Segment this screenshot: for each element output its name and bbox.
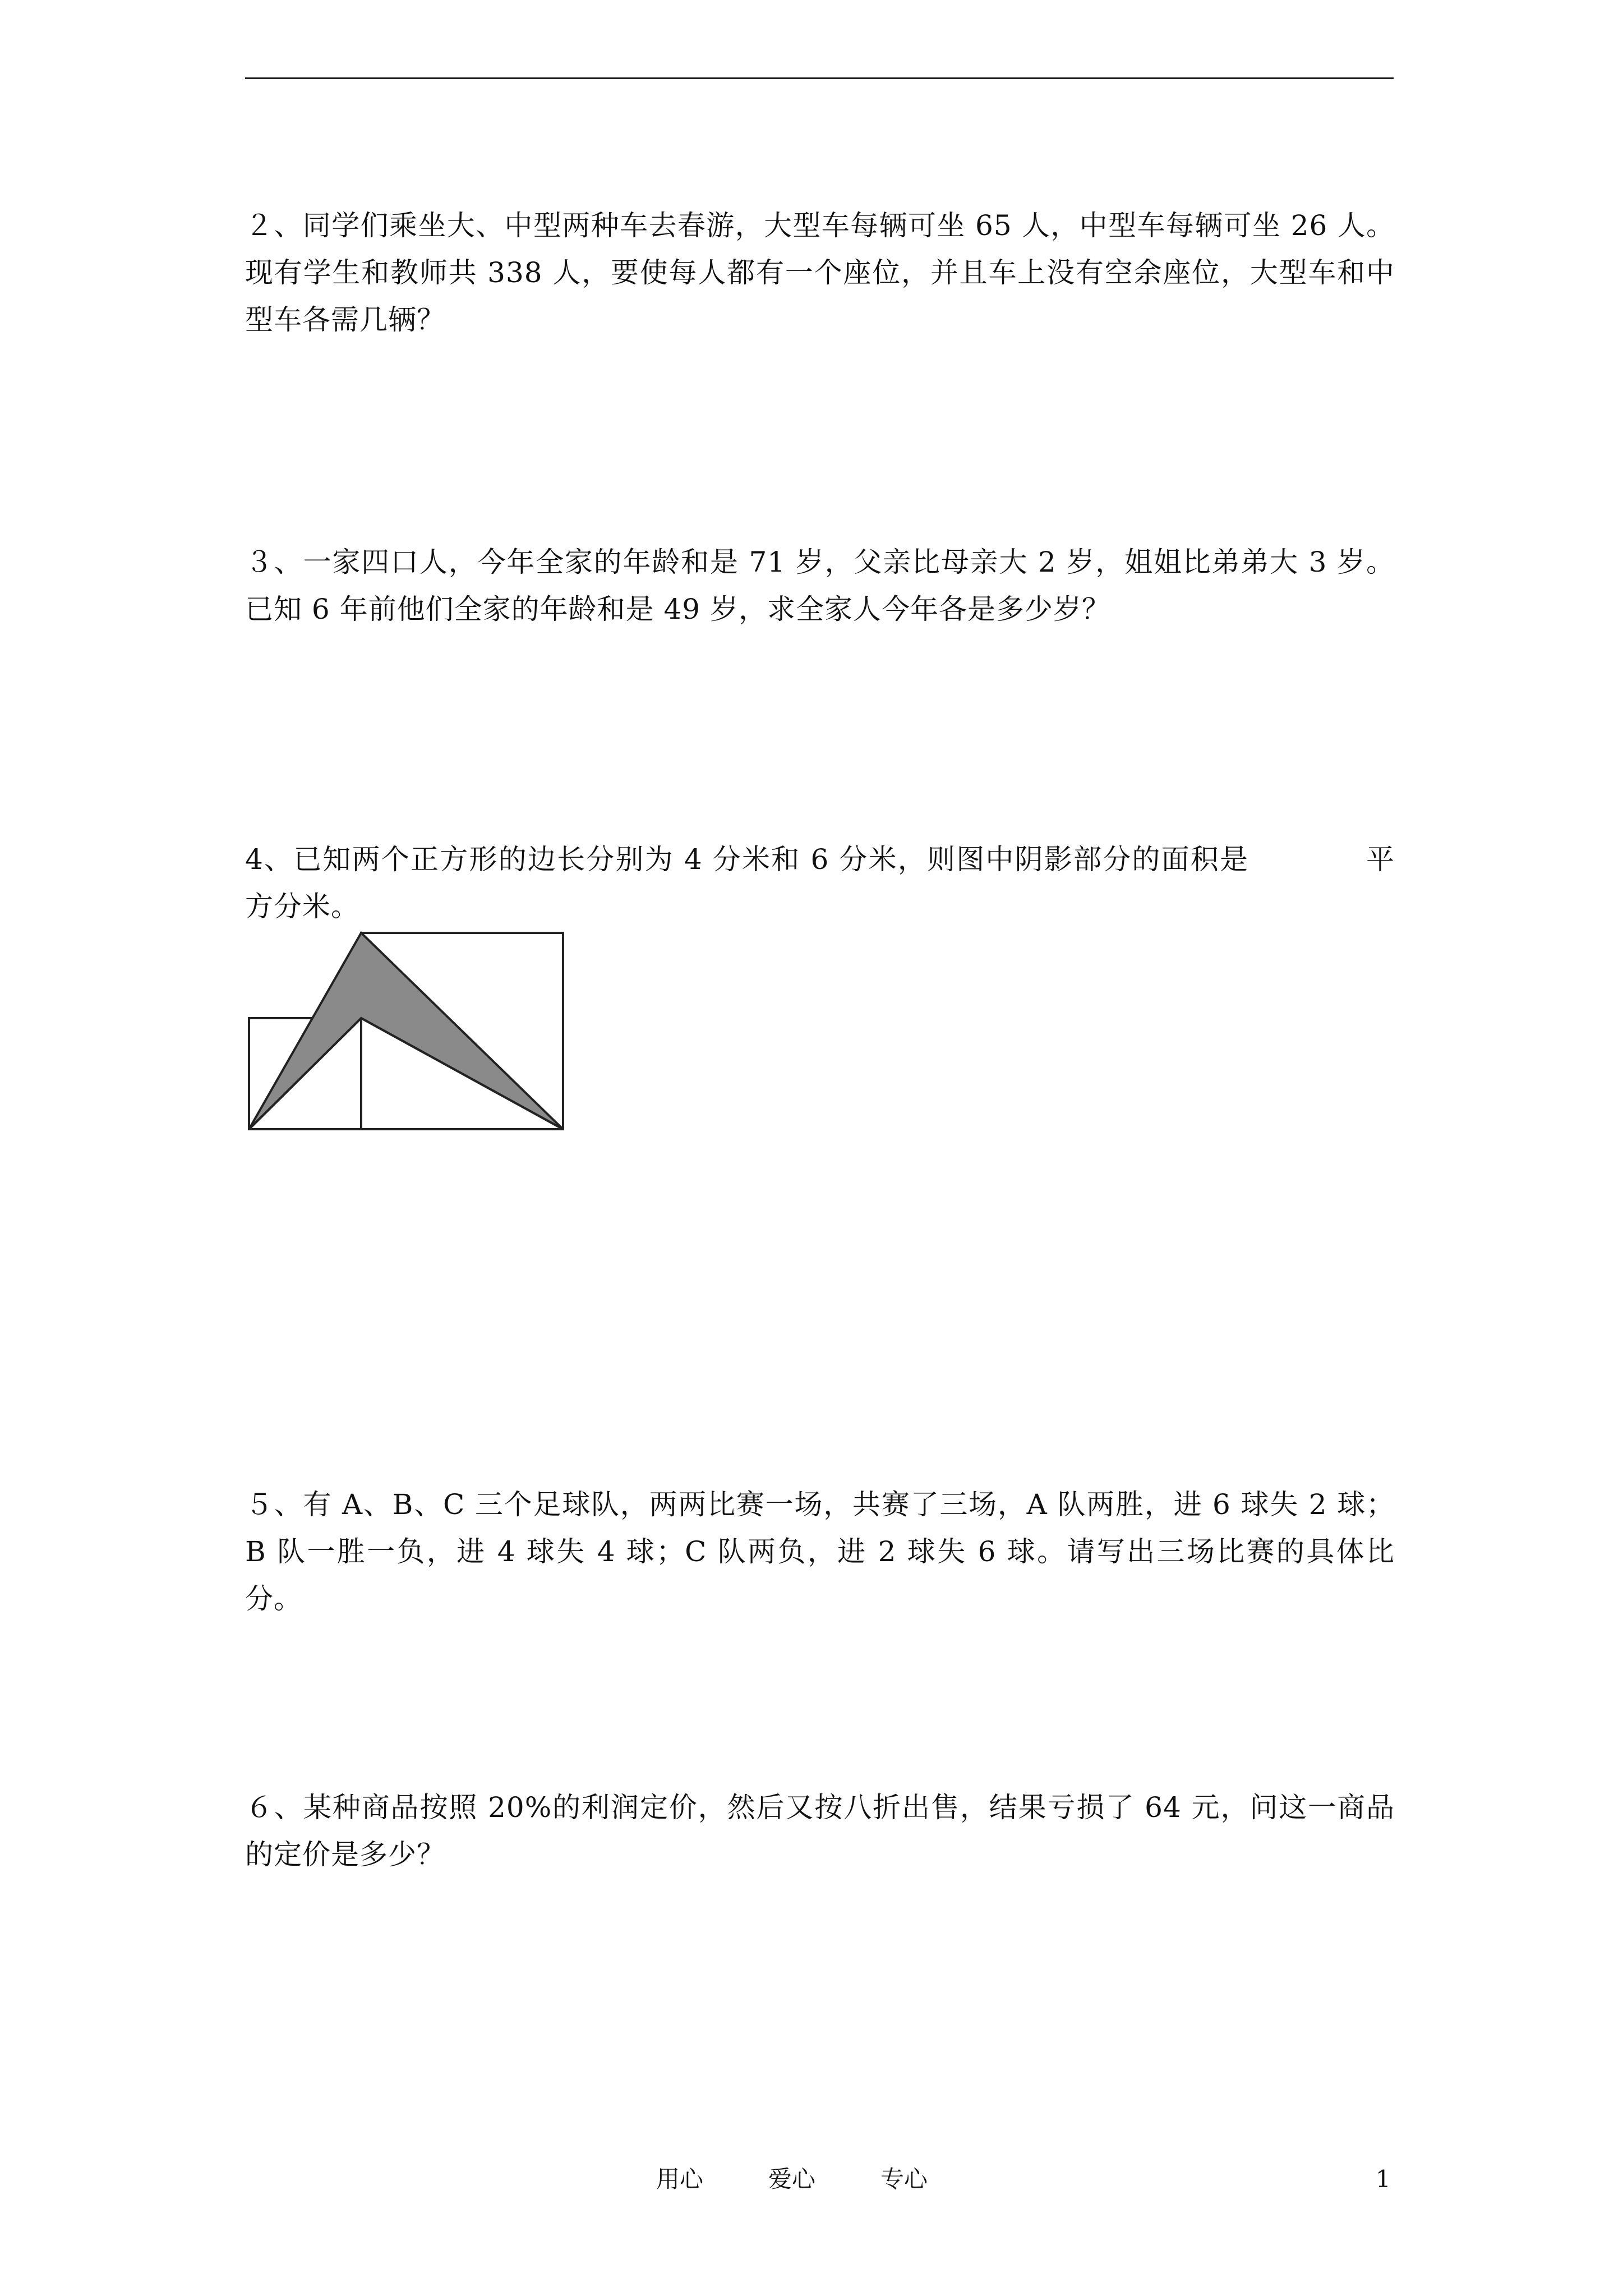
shaded-region xyxy=(249,933,563,1129)
two-squares-figure xyxy=(246,928,571,1130)
footer-motto-3: 专心 xyxy=(880,2165,928,2193)
footer-motto-2: 爱心 xyxy=(768,2165,816,2193)
problem-4-text: 4、已知两个正方形的边长分别为 4 分米和 6 分米，则图中阴影部分的面积是 平方分米。 xyxy=(245,843,1395,923)
problem-2-text: ２、同学们乘坐大、中型两种车去春游，大型车每辆可坐 65 人，中型车每辆可坐 26 人。现有学生和教师共 338 人，要使每人都有一个座位，并且车上没有空余座位，大型车和中型车各需几辆？ xyxy=(245,209,1395,336)
header-rule xyxy=(245,77,1394,79)
problem-5-text: ５、有 A、B、C 三个足球队，两两比赛一场，共赛了三场，A 队两胜，进 6 球失 2 球；B 队一胜一负，进 4 球失 4 球；C 队两负，进 2 球失 6 球。请写出三场比赛的具体比分。 xyxy=(245,1488,1395,1615)
footer-motto-1: 用心 xyxy=(656,2165,704,2193)
problem-3-text: ３、一家四口人，今年全家的年龄和是 71 岁，父亲比母亲大 2 岁，姐姐比弟弟大 3 岁。已知 6 年前他们全家的年龄和是 49 岁，求全家人今年各是多少岁？ xyxy=(245,546,1395,625)
page-number: 1 xyxy=(1376,2165,1391,2193)
problem-6-text: ６、某种商品按照 20%的利润定价，然后又按八折出售，结果亏损了 64 元，问这一商品的定价是多少？ xyxy=(245,1791,1395,1871)
